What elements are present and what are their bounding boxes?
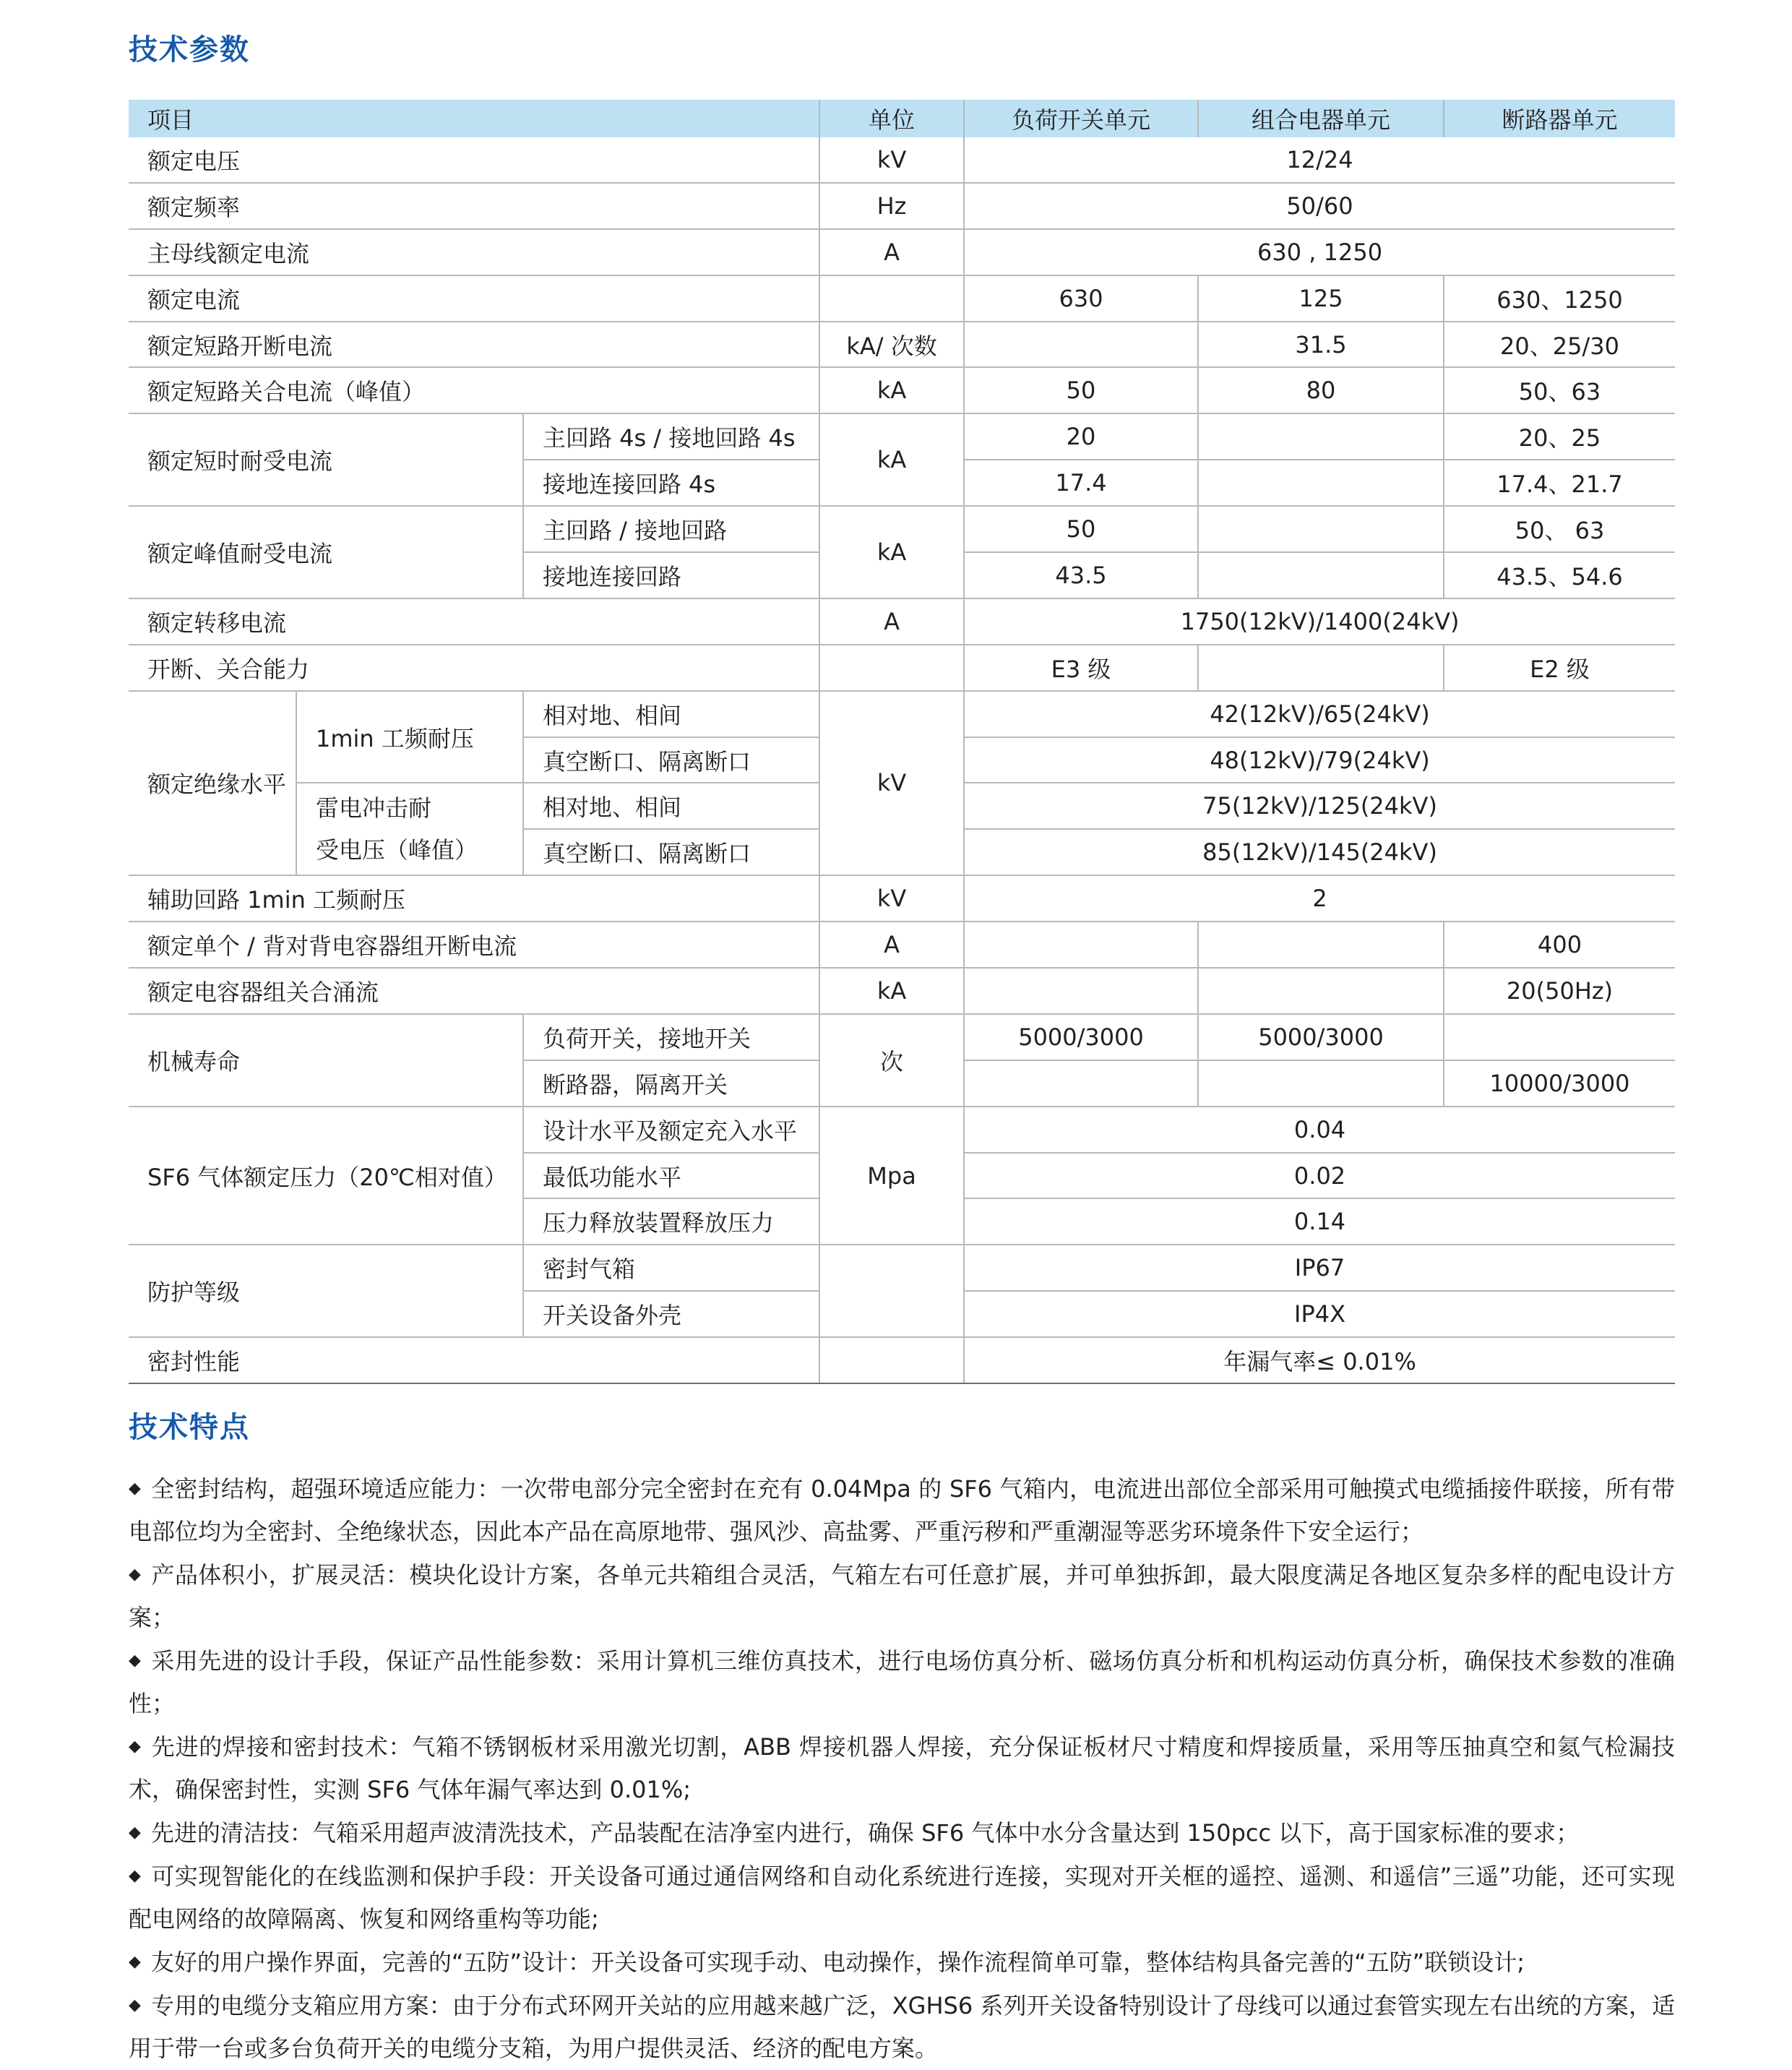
diamond-bullet-icon: ◆ bbox=[129, 1566, 142, 1584]
value-cell: 42(12kV)/65(24kV) bbox=[964, 691, 1675, 737]
unit-cell: A bbox=[819, 922, 964, 968]
value-cell bbox=[1198, 413, 1444, 460]
feature-text: 先进的清洁技：气箱采用超声波清洗技术，产品装配在洁净室内进行，确保 SF6 气体中水分含量达到 150pcc 以下，高于国家标准的要求； bbox=[150, 1819, 1580, 1847]
sub-label: 开关设备外壳 bbox=[523, 1291, 819, 1337]
value-cell: 80 bbox=[1198, 367, 1444, 413]
value-cell: 2 bbox=[964, 875, 1675, 922]
table-row bbox=[129, 1245, 1675, 1291]
value-cell bbox=[1198, 460, 1444, 506]
diamond-bullet-icon: ◆ bbox=[129, 1652, 142, 1670]
table-row bbox=[129, 367, 1675, 413]
sub-label: 主回路 4s / 接地回路 4s bbox=[523, 413, 819, 460]
table-row bbox=[129, 1014, 1675, 1060]
feature-item bbox=[129, 1941, 1675, 1984]
feature-text: 专用的电缆分支箱应用方案：由于分布式环网开关站的应用越来越广泛，XGHS6 系列开关设备特别设计了母线可以通过套管实现左右出统的方案，适用于带一台或多台负荷开关的电缆分支箱，为用户提供灵活、经济的配电方案。 bbox=[129, 1992, 1675, 2062]
value-cell bbox=[1198, 922, 1444, 968]
unit-cell: kV bbox=[819, 875, 964, 922]
header-load-switch: 负荷开关单元 bbox=[964, 100, 1198, 137]
value-cell bbox=[964, 968, 1198, 1014]
unit-cell: kA bbox=[819, 367, 964, 413]
diamond-bullet-icon: ◆ bbox=[129, 1867, 142, 1885]
unit-cell bbox=[819, 645, 964, 691]
unit-cell: A bbox=[819, 598, 964, 645]
table-row bbox=[129, 875, 1675, 922]
section-title-features: 技术特点 bbox=[129, 1411, 250, 1444]
value-cell bbox=[964, 1060, 1198, 1107]
value-cell: 50/60 bbox=[964, 183, 1675, 229]
unit-cell bbox=[819, 1337, 964, 1383]
feature-item bbox=[129, 1639, 1675, 1725]
value-cell bbox=[1198, 1060, 1444, 1107]
unit-cell: kA/ 次数 bbox=[819, 322, 964, 368]
feature-text: 产品体积小，扩展灵活：模块化设计方案，各单元共箱组合灵活，气箱左右可任意扩展，并可单独拆卸，最大限度满足各地区复杂多样的配电设计方案； bbox=[129, 1561, 1675, 1631]
table-row bbox=[129, 645, 1675, 691]
feature-item bbox=[129, 1725, 1675, 1811]
feature-text: 全密封结构，超强环境适应能力：一次带电部分完全密封在充有 0.04Mpa 的 SF6 气箱内，电流进出部位全部采用可触摸式电缆插接件联接，所有带电部位均为全密封、全绝缘状态，因此本产品在高原地带、强风沙、高盐雾、严重污秽和严重潮湿等恶劣环境条件下安全运行； bbox=[129, 1475, 1675, 1545]
value-cell: 630 bbox=[964, 275, 1198, 322]
row-label: 额定电压 bbox=[129, 137, 819, 183]
row-label: 密封性能 bbox=[129, 1337, 819, 1383]
unit-cell: Hz bbox=[819, 183, 964, 229]
value-cell: 17.4 bbox=[964, 460, 1198, 506]
table-row bbox=[129, 413, 1675, 460]
value-cell: E3 级 bbox=[964, 645, 1198, 691]
diamond-bullet-icon: ◆ bbox=[129, 1480, 142, 1498]
row-label: 开断、关合能力 bbox=[129, 645, 819, 691]
value-cell: 20 bbox=[964, 413, 1198, 460]
unit-cell: kV bbox=[819, 691, 964, 876]
value-cell: 1750(12kV)/1400(24kV) bbox=[964, 598, 1675, 645]
value-cell bbox=[1198, 506, 1444, 552]
unit-cell: 次 bbox=[819, 1014, 964, 1107]
unit-cell bbox=[819, 275, 964, 322]
row-label: 额定电容器组关合涌流 bbox=[129, 968, 819, 1014]
row-label: 额定短路关合电流（峰值） bbox=[129, 367, 819, 413]
row-label: 机械寿命 bbox=[129, 1014, 523, 1107]
value-cell: IP67 bbox=[964, 1245, 1675, 1291]
unit-cell: kA bbox=[819, 968, 964, 1014]
table-row bbox=[129, 1337, 1675, 1383]
row-label: 额定电流 bbox=[129, 275, 819, 322]
sub-label: 设计水平及额定充入水平 bbox=[523, 1107, 819, 1153]
feature-list bbox=[129, 1467, 1675, 2070]
value-cell bbox=[964, 322, 1198, 368]
feature-text: 可实现智能化的在线监测和保护手段：开关设备可通过通信网络和自动化系统进行连接，实现对开关框的遥控、遥测、和遥信”三遥”功能，还可实现配电网络的故障隔离、恢复和网络重构等功能; bbox=[129, 1863, 1675, 1933]
feature-item bbox=[129, 1984, 1675, 2070]
sub-label: 接地连接回路 4s bbox=[523, 460, 819, 506]
value-cell: 年漏气率≤ 0.01% bbox=[964, 1337, 1675, 1383]
row-label: 额定单个 / 背对背电容器组开断电流 bbox=[129, 922, 819, 968]
header-combined: 组合电器单元 bbox=[1198, 100, 1444, 137]
table-row bbox=[129, 322, 1675, 368]
row-label: 额定转移电流 bbox=[129, 598, 819, 645]
row-label: 防护等级 bbox=[129, 1245, 523, 1337]
value-cell bbox=[1198, 645, 1444, 691]
table-row bbox=[129, 968, 1675, 1014]
group-label-line: 雷电冲击耐 bbox=[316, 794, 432, 823]
diamond-bullet-icon: ◆ bbox=[129, 1953, 141, 1971]
feature-item bbox=[129, 1811, 1675, 1855]
sub-label: 真空断口、隔离断口 bbox=[523, 829, 819, 875]
sub-label: 相对地、相间 bbox=[523, 691, 819, 737]
header-unit: 单位 bbox=[819, 100, 964, 137]
header-item: 项目 bbox=[129, 100, 819, 137]
unit-cell: kA bbox=[819, 413, 964, 506]
value-cell bbox=[1444, 1014, 1675, 1060]
value-cell: 50 bbox=[964, 506, 1198, 552]
value-cell: 20、25/30 bbox=[1444, 322, 1675, 368]
row-label: 额定峰值耐受电流 bbox=[129, 506, 523, 598]
row-label: SF6 气体额定压力（20℃相对值） bbox=[129, 1107, 523, 1245]
table-row bbox=[129, 691, 1675, 737]
feature-item bbox=[129, 1855, 1675, 1941]
value-cell: 20(50Hz) bbox=[1444, 968, 1675, 1014]
sub-label: 密封气箱 bbox=[523, 1245, 819, 1291]
row-label: 额定短路开断电流 bbox=[129, 322, 819, 368]
value-cell: 50、63 bbox=[1444, 367, 1675, 413]
unit-cell: A bbox=[819, 229, 964, 275]
value-cell: 5000/3000 bbox=[1198, 1014, 1444, 1060]
unit-cell: kA bbox=[819, 506, 964, 598]
value-cell: 75(12kV)/125(24kV) bbox=[964, 783, 1675, 829]
value-cell: 5000/3000 bbox=[964, 1014, 1198, 1060]
unit-cell: kV bbox=[819, 137, 964, 183]
value-cell: 12/24 bbox=[964, 137, 1675, 183]
value-cell: 125 bbox=[1198, 275, 1444, 322]
unit-cell: Mpa bbox=[819, 1107, 964, 1245]
value-cell: 630 , 1250 bbox=[964, 229, 1675, 275]
table-header-row bbox=[129, 100, 1675, 137]
feature-text: 采用先进的设计手段，保证产品性能参数：采用计算机三维仿真技术，进行电场仿真分析、磁场仿真分析和机构运动仿真分析，确保技术参数的准确性； bbox=[129, 1647, 1675, 1717]
spec-table bbox=[129, 100, 1675, 1384]
table-row bbox=[129, 598, 1675, 645]
value-cell: 48(12kV)/79(24kV) bbox=[964, 737, 1675, 783]
value-cell: 0.04 bbox=[964, 1107, 1675, 1153]
value-cell: 50 bbox=[964, 367, 1198, 413]
value-cell: 85(12kV)/145(24kV) bbox=[964, 829, 1675, 875]
row-label: 额定短时耐受电流 bbox=[129, 413, 523, 506]
group-label: 1min 工频耐压 bbox=[296, 691, 523, 783]
value-cell: 0.02 bbox=[964, 1153, 1675, 1199]
sub-label: 压力释放装置释放压力 bbox=[523, 1198, 819, 1245]
table-row bbox=[129, 229, 1675, 275]
sub-label: 负荷开关，接地开关 bbox=[523, 1014, 819, 1060]
sub-label: 断路器，隔离开关 bbox=[523, 1060, 819, 1107]
table-row bbox=[129, 275, 1675, 322]
table-row bbox=[129, 183, 1675, 229]
feature-text: 先进的焊接和密封技术：气箱不锈钢板材采用激光切割，ABB 焊接机器人焊接，充分保证板材尺寸精度和焊接质量，采用等压抽真空和氦气检漏技术，确保密封性，实测 SF6 气体年漏气率达到 0.01%; bbox=[129, 1733, 1675, 1803]
sub-label: 相对地、相间 bbox=[523, 783, 819, 829]
value-cell bbox=[1198, 968, 1444, 1014]
group-label-line: 受电压（峰值） bbox=[316, 836, 478, 864]
value-cell: 43.5、54.6 bbox=[1444, 552, 1675, 598]
diamond-bullet-icon: ◆ bbox=[129, 1996, 141, 2014]
row-label: 主母线额定电流 bbox=[129, 229, 819, 275]
section-title-params: 技术参数 bbox=[129, 33, 250, 66]
value-cell: 20、25 bbox=[1444, 413, 1675, 460]
table-row bbox=[129, 506, 1675, 552]
sub-label: 最低功能水平 bbox=[523, 1153, 819, 1199]
feature-item bbox=[129, 1467, 1675, 1553]
diamond-bullet-icon: ◆ bbox=[129, 1738, 142, 1756]
table-row bbox=[129, 922, 1675, 968]
value-cell: 17.4、21.7 bbox=[1444, 460, 1675, 506]
diamond-bullet-icon: ◆ bbox=[129, 1824, 141, 1842]
sub-label: 真空断口、隔离断口 bbox=[523, 737, 819, 783]
value-cell bbox=[964, 922, 1198, 968]
value-cell: 50、 63 bbox=[1444, 506, 1675, 552]
value-cell: 31.5 bbox=[1198, 322, 1444, 368]
value-cell: 0.14 bbox=[964, 1198, 1675, 1245]
value-cell: 43.5 bbox=[964, 552, 1198, 598]
value-cell: 10000/3000 bbox=[1444, 1060, 1675, 1107]
header-breaker: 断路器单元 bbox=[1444, 100, 1675, 137]
value-cell: 400 bbox=[1444, 922, 1675, 968]
row-label: 额定频率 bbox=[129, 183, 819, 229]
table-row bbox=[129, 137, 1675, 183]
value-cell: 630、1250 bbox=[1444, 275, 1675, 322]
unit-cell bbox=[819, 1245, 964, 1337]
sub-label: 主回路 / 接地回路 bbox=[523, 506, 819, 552]
group-label bbox=[296, 783, 523, 875]
value-cell: E2 级 bbox=[1444, 645, 1675, 691]
feature-item bbox=[129, 1553, 1675, 1639]
table-row bbox=[129, 1107, 1675, 1153]
value-cell: IP4X bbox=[964, 1291, 1675, 1337]
sub-label: 接地连接回路 bbox=[523, 552, 819, 598]
feature-text: 友好的用户操作界面，完善的“五防”设计：开关设备可实现手动、电动操作，操作流程简单可靠，整体结构具备完善的“五防”联锁设计; bbox=[150, 1949, 1525, 1976]
row-label: 辅助回路 1min 工频耐压 bbox=[129, 875, 819, 922]
value-cell bbox=[1198, 552, 1444, 598]
row-label: 额定绝缘水平 bbox=[129, 691, 296, 876]
